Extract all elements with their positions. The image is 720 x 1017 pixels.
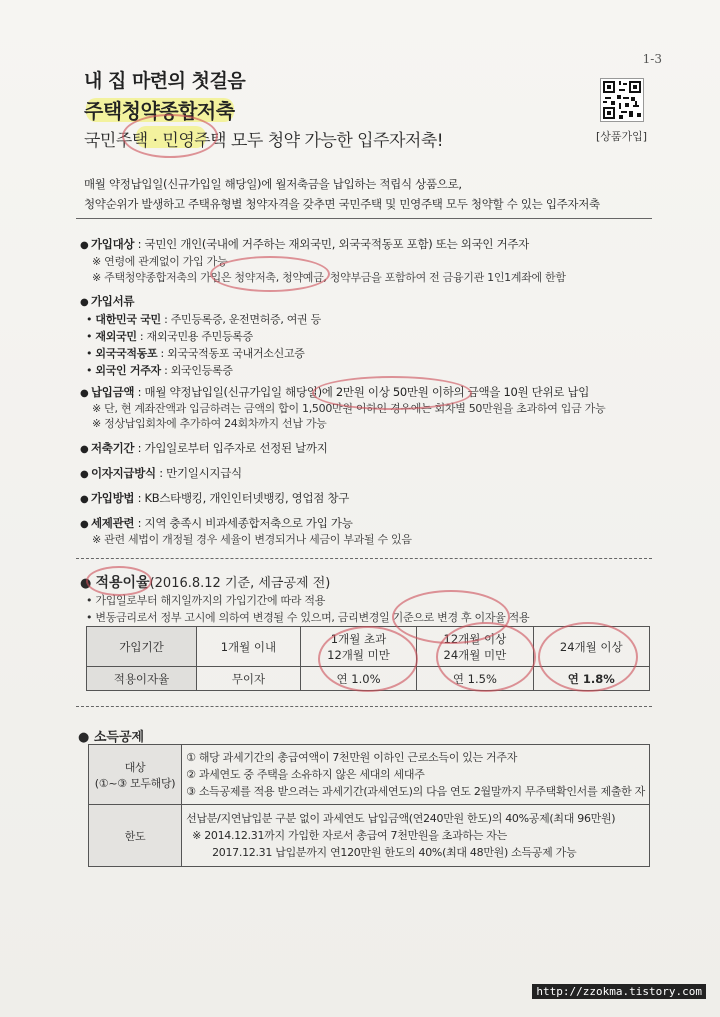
limit-cell bbox=[182, 805, 650, 867]
title-line1: 내 집 마련의 첫걸음 bbox=[84, 70, 246, 92]
qr-code-icon bbox=[601, 79, 643, 121]
bullet-icon: ● bbox=[80, 469, 89, 480]
divider bbox=[76, 706, 652, 707]
document-item-text: : 외국인등록증 bbox=[160, 364, 233, 377]
limit-line: 2017.12.31 납입분까지 연120만원 한도의 40%(최대 48만원) 소득공제 가능 bbox=[212, 846, 577, 859]
qr-subscribe-label[interactable]: [상품가입] bbox=[596, 130, 648, 143]
eligibility-note: ※ 연령에 관계없이 가입 가능 bbox=[92, 255, 228, 268]
ink-circle bbox=[538, 622, 638, 692]
bullet-icon: ● bbox=[78, 730, 90, 745]
title-line3: 국민주택 · 민영주택 모두 청약 가능한 입주자저축! bbox=[84, 131, 444, 151]
document-item-text: : 외국국적동포 국내거소신고증 bbox=[157, 347, 305, 360]
channel-label: 가입방법 bbox=[91, 491, 135, 505]
document-item-label: 외국국적동포 bbox=[95, 347, 158, 360]
tax-note: ※ 관련 세법이 개정될 경우 세율이 변경되거나 세금이 부과될 수 있음 bbox=[92, 533, 412, 546]
rate-title-label: 적용이율 bbox=[95, 575, 150, 591]
bullet-icon: ● bbox=[80, 240, 89, 251]
bullet-icon: ● bbox=[80, 297, 89, 308]
limit-label: 한도 bbox=[89, 805, 182, 867]
divider bbox=[76, 558, 652, 559]
period-text: : 가입일로부터 입주자로 선정된 날까지 bbox=[134, 441, 328, 455]
ink-circle bbox=[210, 256, 330, 292]
document-item-label: 재외국민 bbox=[95, 330, 137, 343]
eligibility-note: ※ 주택청약종합저축의 가입은 청약저축, 청약예금, 청약부금을 포함하여 전 금융기관 1인1계좌에 한함 bbox=[92, 271, 566, 284]
bullet-icon: ● bbox=[80, 576, 92, 591]
footer-url[interactable]: http://zzokma.tistory.com bbox=[532, 984, 706, 999]
limit-line: 선납분/지연납입분 구분 없이 과세연도 납입금액(연240만원 한도)의 40%공제(최대 96만원) bbox=[186, 812, 616, 825]
ink-circle bbox=[312, 376, 472, 410]
deposit-text: : 매월 약정납입일(신규가입일 해당일)에 2만원 이상 50만원 이하의 금액을 10원 단위로 납입 bbox=[134, 385, 590, 399]
target-cell bbox=[182, 745, 650, 805]
deposit-label: 납입금액 bbox=[91, 385, 135, 399]
bullet-icon: ● bbox=[80, 444, 89, 455]
income-deduction-title bbox=[78, 726, 144, 745]
rate-bullet-text: 가입일로부터 해지일까지의 가입기간에 따라 적용 bbox=[95, 594, 326, 607]
rate-value-cell: 연 1.5% bbox=[417, 667, 533, 691]
document-item: • 외국국적동포 : 외국국적동포 국내거소신고증 bbox=[86, 347, 305, 360]
rate-period-cell: 1개월 이내 bbox=[197, 627, 301, 667]
section-eligibility bbox=[80, 236, 529, 252]
section-interest-payment bbox=[80, 465, 242, 481]
interest-payment-text: : 만기일시지급식 bbox=[155, 466, 242, 480]
income-deduction-limit-row bbox=[89, 805, 650, 867]
deposit-note: ※ 정상납입회차에 추가하여 24회차까지 선납 가능 bbox=[92, 417, 327, 430]
target-line: ① 해당 과세기간의 총급여액이 7천만원 이하인 근로소득이 있는 거주자 bbox=[186, 751, 518, 764]
document-item: • 외국인 거주자 : 외국인등록증 bbox=[86, 364, 233, 377]
period-label: 저축기간 bbox=[91, 441, 135, 455]
qr-code[interactable] bbox=[600, 78, 644, 122]
document-item: • 재외국민 : 재외국민용 주민등록증 bbox=[86, 330, 253, 343]
tax-label: 세제관련 bbox=[91, 516, 135, 530]
bullet-icon: ● bbox=[80, 388, 89, 399]
rate-period-cell: 24개월 이상 bbox=[533, 627, 649, 667]
rate-title-suffix: (2016.8.12 기준, 세금공제 전) bbox=[149, 576, 331, 591]
tax-text: : 지역 충족시 비과세종합저축으로 가입 가능 bbox=[134, 516, 353, 530]
title-line2: 주택청약종합저축 bbox=[84, 99, 235, 123]
document-item-label: 대한민국 국민 bbox=[95, 313, 161, 326]
section-period bbox=[80, 440, 328, 456]
bullet-icon: ● bbox=[80, 494, 89, 505]
rate-value-cell: 연 1.8% bbox=[533, 667, 649, 691]
target-line: ② 과세연도 중 주택을 소유하지 않은 세대의 세대주 bbox=[186, 768, 425, 781]
rate-bullet: • 변동금리로서 정부 고시에 의하여 변경될 수 있으며, 금리변경일 기준으로 변경 후 이자율 적용 bbox=[86, 611, 530, 624]
ink-circle bbox=[318, 626, 418, 692]
rate-row-label: 적용이자율 bbox=[87, 667, 197, 691]
rate-bullet: • 가입일로부터 해지일까지의 가입기간에 따라 적용 bbox=[86, 594, 326, 607]
income-deduction-title-text: 소득공제 bbox=[93, 730, 145, 745]
rate-value-cell: 연 1.0% bbox=[300, 667, 416, 691]
target-line: ③ 소득공제를 적용 받으려는 과세기간(과세연도)의 다음 연도 2월말까지 무주택확인서를 제출한 자 bbox=[186, 785, 645, 798]
section-channel bbox=[80, 490, 349, 506]
ink-circle bbox=[122, 114, 218, 158]
document-item-label: 외국인 거주자 bbox=[95, 364, 161, 377]
document-item-text: : 주민등록증, 운전면허증, 여권 등 bbox=[160, 313, 321, 326]
section-tax bbox=[80, 515, 353, 531]
rate-period-cell: 12개월 이상 24개월 미만 bbox=[417, 627, 533, 667]
channel-text: : KB스타뱅킹, 개인인터넷뱅킹, 영업점 창구 bbox=[134, 491, 350, 505]
page-number: 1-3 bbox=[642, 52, 662, 66]
rate-bullet-text: 변동금리로서 정부 고시에 의하여 변경될 수 있으며, 금리변경일 기준으로 변경 후 이자율 적용 bbox=[95, 611, 530, 624]
rate-period-cell: 1개월 초과 12개월 미만 bbox=[300, 627, 416, 667]
rate-value-cell: 무이자 bbox=[197, 667, 301, 691]
intro-line-1: 매월 약정납입일(신규가입일 해당일)에 월저축금을 납입하는 적립식 상품으로, bbox=[84, 177, 462, 191]
document-item: • 대한민국 국민 : 주민등록증, 운전면허증, 여권 등 bbox=[86, 313, 321, 326]
income-deduction-table bbox=[88, 744, 650, 867]
rate-header-cell: 가입기간 bbox=[87, 627, 197, 667]
eligibility-label: 가입대상 bbox=[91, 237, 135, 251]
interest-payment-label: 이자지급방식 bbox=[91, 466, 156, 480]
section-documents bbox=[80, 293, 134, 309]
ink-circle bbox=[86, 566, 152, 596]
target-label: 대상 (①~③ 모두해당) bbox=[89, 745, 182, 805]
ink-circle bbox=[392, 590, 510, 644]
document-item-text: : 재외국민용 주민등록증 bbox=[136, 330, 253, 343]
eligibility-text: : 국민인 개인(국내에 거주하는 재외국민, 외국국적동포 포함) 또는 외국인 거주자 bbox=[134, 237, 529, 251]
intro-line-2: 청약순위가 발생하고 주택유형별 청약자격을 갖추면 국민주택 및 민영주택 모두 청약할 수 있는 입주자저축 bbox=[84, 197, 600, 211]
documents-label: 가입서류 bbox=[91, 294, 135, 308]
divider bbox=[76, 218, 652, 219]
bullet-icon: ● bbox=[80, 519, 89, 530]
deposit-note: ※ 단, 현 계좌잔액과 입금하려는 금액의 합이 1,500만원 이하인 경우에는 회차별 50만원을 초과하여 입금 가능 bbox=[92, 402, 606, 415]
limit-line: ※ 2014.12.31까지 가입한 자로서 총급여 7천만원을 초과하는 자는 bbox=[192, 829, 507, 842]
income-deduction-target-row bbox=[89, 745, 650, 805]
